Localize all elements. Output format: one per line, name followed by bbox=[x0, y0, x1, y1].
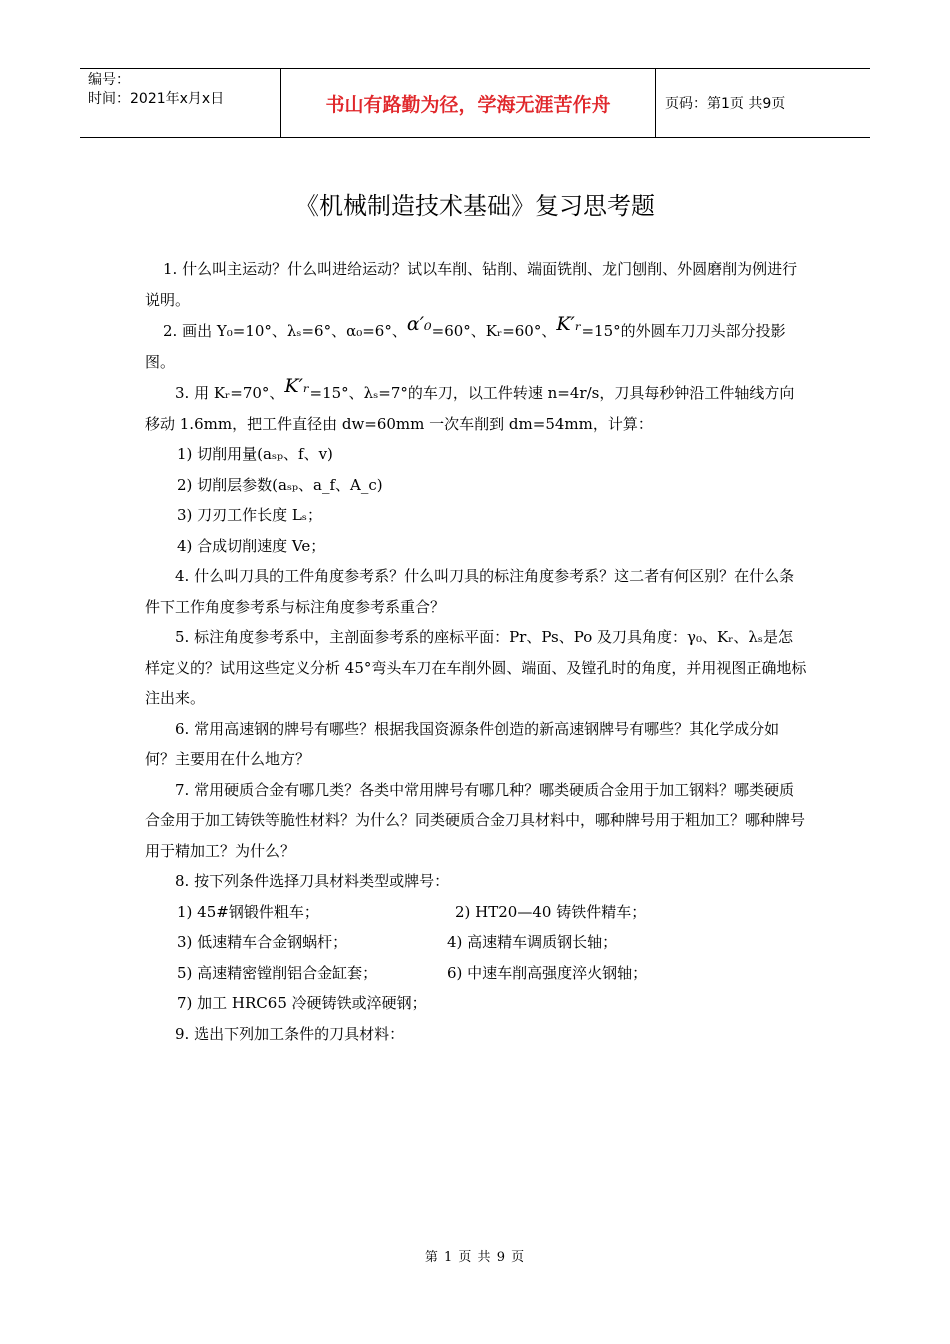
question-2-text-a: 2. 画出 Y₀=10°、λₛ=6°、α₀=6°、 bbox=[163, 322, 407, 340]
header-meta bbox=[80, 69, 280, 137]
question-5: 5. 标注角度参考系中，主剖面参考系的座标平面：Pr、Ps、Po 及刀具角度：γ₀、Kᵣ、λₛ是怎样定义的？试用这些定义分析 45°弯头车刀在车削外圆、端面、及镗孔时的角度，并用视图正确地标注出来。 bbox=[145, 628, 807, 707]
question-8-row bbox=[145, 958, 807, 989]
question-3-item: 4) 合成切削速度 Ve； bbox=[177, 536, 326, 555]
question-list bbox=[145, 254, 807, 1049]
page-header bbox=[80, 68, 870, 138]
kr-prime-symbol: K′ᵣ bbox=[284, 375, 310, 397]
question-8: 8. 按下列条件选择刀具材料类型或牌号： bbox=[175, 872, 450, 890]
page-footer: 第 1 页 共 9 页 bbox=[424, 1250, 526, 1265]
question-3 bbox=[145, 377, 807, 439]
question-8-item: 3) 低速精车合金钢蜗杆； bbox=[177, 933, 348, 951]
kr-prime-symbol: K′ᵣ bbox=[556, 313, 582, 335]
question-8-item: 2) HT20—40 铸铁件精车； bbox=[455, 902, 647, 921]
question-6: 6. 常用高速钢的牌号有哪些？根据我国资源条件创造的新高速钢牌号有哪些？其化学成分如何？主要用在什么地方？ bbox=[145, 719, 780, 768]
question-3-item: 3) 刀刃工作长度 Lₛ； bbox=[177, 506, 322, 524]
question-9: 9. 选出下列加工条件的刀具材料： bbox=[175, 1024, 405, 1043]
question-3-item: 2) 切削层参数(aₛₚ、a_f、A_c) bbox=[177, 475, 383, 494]
serial-label: 编号： bbox=[88, 72, 130, 88]
question-8-item: 4) 高速精车调质钢长轴； bbox=[447, 933, 618, 951]
time-label: 时间：2021年x月x日 bbox=[88, 91, 225, 107]
question-8-item: 6) 中速车削高强度淬火钢轴； bbox=[447, 963, 648, 982]
question-4: 4. 什么叫刀具的工件角度参考系？什么叫刀具的标注角度参考系？这二者有何区别？在什么条件下工作角度参考系与标注角度参考系重合？ bbox=[145, 567, 795, 616]
question-8-item: 1) 45#钢锻件粗车； bbox=[177, 902, 319, 921]
question-8-row bbox=[145, 897, 807, 928]
question-8-item: 7) 加工 HRC65 冷硬铸铁或淬硬钢； bbox=[177, 994, 427, 1012]
question-3-text-b: =15°、λₛ=7°的车刀，以工件转速 n=4r/s，刀具每秒钟沿工件轴线方向移动 1.6mm，把工件直径由 dw=60mm 一次车削到 dm=54mm，计算： bbox=[145, 384, 795, 433]
question-8-row bbox=[145, 927, 807, 958]
question-7: 7. 常用硬质合金有哪几类？各类中常用牌号有哪几种？哪类硬质合金用于加工钢料？哪类硬质合金用于加工铸铁等脆性材料？为什么？同类硬质合金刀具材料中，哪种牌号用于粗加工？哪种牌号用于精加工？为什么？ bbox=[145, 780, 806, 860]
question-2-text-b: =60°、Kᵣ=60°、 bbox=[431, 322, 557, 340]
question-2-text-c: =15°的外圆车刀刀头部分投影图。 bbox=[145, 322, 786, 371]
alpha-prime-symbol: α′₀ bbox=[406, 313, 432, 335]
question-3-item: 1) 切削用量(aₛₚ、f、v) bbox=[177, 445, 333, 463]
header-page-info: 页码：第1页 共9页 bbox=[665, 96, 786, 112]
question-1: 1. 什么叫主运动？什么叫进给运动？试以车削、钻削、端面铣削、龙门刨削、外圆磨削为例进行说明。 bbox=[145, 260, 798, 309]
question-3-text-a: 3. 用 Kᵣ=70°、 bbox=[175, 384, 285, 402]
document-title: 《机械制造技术基础》复习思考题 bbox=[295, 192, 655, 220]
question-8-item: 5) 高速精密镗削铝合金缸套； bbox=[177, 963, 378, 982]
question-2 bbox=[145, 315, 807, 377]
header-motto: 书山有路勤为径，学海无涯苦作舟 bbox=[280, 69, 656, 137]
